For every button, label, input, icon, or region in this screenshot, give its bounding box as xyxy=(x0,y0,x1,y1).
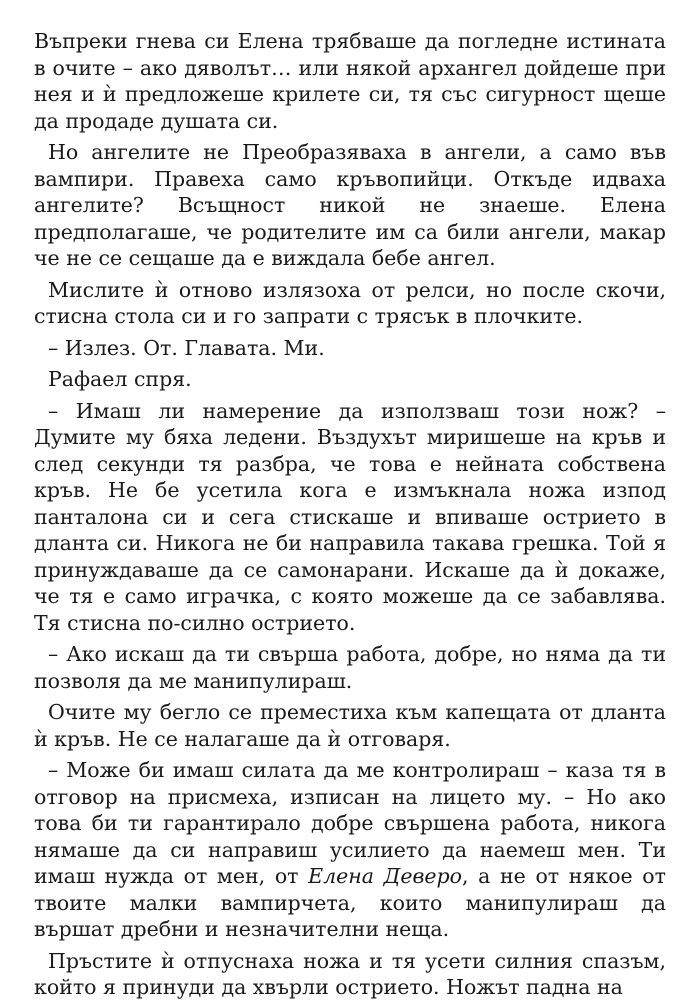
paragraph-text: Но ангелите не Преобразяваха в ангели, а само във вампири. Правеха само кръвопийци. Откъде идваха ангелите? Всъщност никой не знаеше. Елена предполагаше, че родителите им са били ангели, макар че не се сещаше да е виждала бебе ангел. xyxy=(34,140,666,270)
paragraph-text: – Може би имаш силата да ме контролираш – каза тя в отговор на присмеха, изписан на лицето му. – Но ако това би ти гарантирало добре свършена работа, никога нямаше да си направиш усилието да наемеш мен. Ти имаш нужда от мен, от xyxy=(34,758,666,888)
paragraph xyxy=(34,699,666,752)
paragraph-text: Мислите ѝ отново излязоха от релси, но после скочи, стисна стола си и го запрати с трясък в плочките. xyxy=(34,277,666,328)
paragraph-text: Пръстите ѝ отпуснаха ножа и тя усети силния спазъм, който я принуди да хвърли острието. Ножът падна на xyxy=(34,948,666,999)
paragraph-text: Очите му бегло се преместиха към капещата от дланта ѝ кръв. Не се налагаше да ѝ отговаря. xyxy=(34,700,666,751)
dialogue-line xyxy=(34,641,666,694)
paragraph-text: , а не от някое от твоите малки вампирчета, които манипулираш да вършат дребни и незначителни неща. xyxy=(34,864,666,941)
book-page xyxy=(34,28,666,1001)
paragraph xyxy=(34,366,666,393)
dialogue-line xyxy=(34,757,666,943)
dialogue-line xyxy=(34,335,666,362)
paragraph-text: – Имаш ли намерение да използваш този нож? – Думите му бяха ледени. Въздухът миришеше на кръв и след секунди тя разбра, че това е нейната собствена кръв. Не бе усетила кога е измъкнала ножа изпод панталона си и сега стискаше и впиваше острието в дланта си. Никога не би направила такава грешка. Той я принуждаваше да се самонарани. Искаше да ѝ докаже, че тя е само играчка, с която можеше да се забавлява. Тя стисна по-силно острието. xyxy=(34,398,666,635)
paragraph-text: – Ако искаш да ти свърша работа, добре, но няма да ти позволя да ме манипулираш. xyxy=(34,642,666,693)
paragraph-text: Рафаел спря. xyxy=(48,367,192,391)
italic-name: Елена Деверо xyxy=(308,864,462,888)
paragraph xyxy=(34,948,666,1001)
paragraph-text: Въпреки гнева си Елена трябваше да погледне истината в очите – ако дяволът… или някой архангел дойдеше при нея и ѝ предложеше крилете си, тя със сигурност щеше да продаде душата си. xyxy=(34,29,666,133)
paragraph-text: – Излез. От. Главата. Ми. xyxy=(48,335,325,360)
dialogue-line xyxy=(34,398,666,637)
paragraph xyxy=(34,139,666,272)
paragraph xyxy=(34,28,666,134)
paragraph xyxy=(34,277,666,330)
